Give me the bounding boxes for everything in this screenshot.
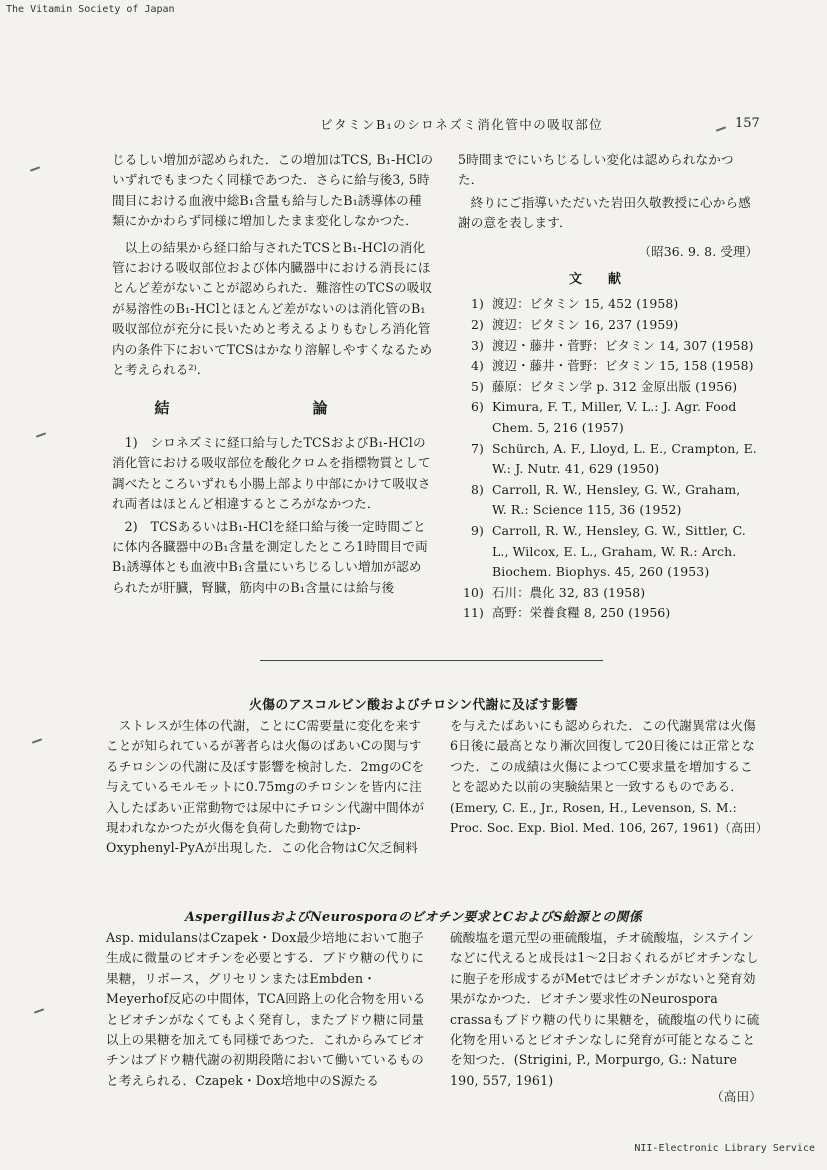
reference-text: Carroll, R. W., Hensley, G. W., Sittler, C. L., Wilcox, E. L., Graham, W. R.: Arch. Biochem. Biophys. 45, 260 (1953)	[492, 522, 746, 580]
article3-right-column	[450, 928, 762, 1108]
reference-item	[458, 521, 758, 583]
conclusion-heading: 結 論	[154, 399, 392, 418]
body-paragraph: 以上の結果から経口給与されたTCSとB₁-HClの消化管における吸収部位および体内臓器中における消長にほとんど差がないことが認められた．難溶性のTCSの吸収が易溶性のB₁-HClとほとんど差がないのは消化管のB₁吸収部位が充分に長いためと考えるよりもむしろ消化管内の条件下においてTCSはかなり溶解しやすくなるためと考えられる²⁾．	[112, 239, 433, 378]
scan-mark	[36, 432, 46, 437]
scan-mark	[34, 1008, 44, 1013]
reference-text: 藤原：ビタミン学 p. 312 金原出版 (1956)	[492, 378, 738, 394]
received-date: （昭36. 9. 8. 受理）	[638, 243, 758, 259]
article3-left-column	[106, 928, 432, 1091]
conclusion-item: 2) TCSあるいはB₁-HClを経口給与後一定時間ごとに体内各臓器中のB₁含量を測定したところ1時間目で両B₁誘導体とも血液中B₁含量にいちじるしい増加が認められたが肝臓，腎臓，筋肉中のB₁含量には給与後	[112, 518, 428, 595]
reference-text: 渡辺・藤井・菅野：ビタミン 14, 307 (1958)	[492, 337, 754, 353]
footer-service: NII-Electronic Library Service	[634, 1143, 815, 1154]
conclusion-item: 1) シロネズミに経口給与したTCSおよびB₁-HClの消化管における吸収部位を酸化クロムを指標物質として調べたところいずれも小腸上部より中部にかけて吸収され両者はほとんど相違するところがなかつた．	[112, 434, 431, 512]
page-number: 157	[735, 116, 760, 131]
reference-text: Carroll, R. W., Hensley, G. W., Graham, W. R.: Science 115, 36 (1952)	[492, 481, 741, 518]
running-title: ビタミンB₁のシロネズミ消化管中の吸収部位	[320, 117, 604, 132]
body-paragraph: じるしい増加が認められた．この増加はTCS, B₁-HClのいずれでもまつたく同様であつた．さらに給与後3, 5時間目における血液中総B₁含量も給与したB₁誘導体の種類にかかわらず同様に増加したまま変化しなかつた．	[112, 152, 434, 229]
reference-number: 4)	[470, 358, 484, 374]
article2-left-column	[106, 716, 432, 859]
reference-number: 8)	[470, 481, 484, 497]
reference-list	[458, 294, 758, 624]
body-paragraph: 硫酸塩を還元型の亜硫酸塩，チオ硫酸塩，システインなどに代えると成長は1～2日おくれるがビオチンなしに胞子を形成するがMetではビオチンがないと発育効果がなかつた．ビオチン要求性のNeurospora crassaもブドウ糖の代りに果糖を，硫酸塩の代りに硫化物を用いるとビオチンなしに発育が可能となることを知つた．(Strigini, P., Morpurgo, G.: Nature 190, 557, 1961)	[450, 930, 760, 1088]
body-paragraph: Asp. midulansはCzapek・Dox最少培地において胞子生成に微量のビオチンを必要とする．ブドウ糖の代りに果糖，リボース，グリセリンまたはEmbden・Meyerhof反応の中間体，TCA回路上の化合物を用いるとビオチンがなくてもよく発育し，またブドウ糖に同量以上の果糖を加えても同様であつた．これからみてビオチンはブドウ糖代謝の初期段階において働いているものと考えられる．Czapek・Dox培地中のS源たる	[106, 930, 426, 1088]
reference-number: 2)	[470, 317, 484, 333]
reference-number: 5)	[470, 378, 484, 394]
reference-item	[458, 603, 758, 624]
reference-number: 1)	[470, 296, 484, 312]
body-paragraph: ストレスが生体の代謝，ことにC需要量に変化を来すことが知られているが著者らは火傷のばあいCの関与するチロシンの代謝に及ぼす影響を検討した．2mgのCを与えているモルモットに0.75mgのチロシンを皆内に注入したばあい正常動物では尿中にチロシン代謝中間体が現われなかつたが火傷を負荷した動物ではp-Oxyphenyl-PyAが出現した．この化合物はC欠乏飼料	[106, 718, 425, 856]
reference-item	[458, 439, 758, 480]
article1-left-column	[112, 150, 434, 598]
reference-item	[458, 315, 758, 336]
reference-number: 10)	[462, 584, 484, 600]
reference-number: 7)	[470, 440, 484, 456]
article-separator	[260, 660, 603, 661]
body-paragraph: を与えたばあいにも認められた．この代謝異常は火傷6日後に最高となり漸次回復して20日後には正常となつた．この成績は火傷によつてC要求量を増加することを認めた以前の実験結果と一致するものである．	[450, 718, 756, 795]
reference-item	[458, 294, 758, 315]
reference-number: 11)	[462, 605, 484, 621]
reference-number: 9)	[470, 522, 484, 538]
reference-number: 3)	[470, 337, 484, 353]
reference-text: 渡辺：ビタミン 15, 452 (1958)	[492, 296, 679, 312]
reference-item	[458, 356, 758, 377]
reference-item	[458, 480, 758, 521]
references-heading: 文献	[568, 272, 647, 288]
body-paragraph: 5時間までにいちじるしい変化は認められなかつた．	[458, 152, 734, 188]
acknowledgement: 終りにご指導いただいた岩田久敬教授に心から感謝の意を表します．	[458, 194, 751, 231]
reference-text: 高野：栄養食糧 8, 250 (1956)	[492, 605, 671, 621]
article1-right-column	[458, 150, 758, 624]
article3-title: AspergillusおよびNeurosporaのビオチン要求とCおよびS給源との関係	[184, 910, 643, 925]
reference-text: 渡辺・藤井・菅野：ビタミン 15, 158 (1958)	[492, 358, 754, 374]
reference-item	[458, 336, 758, 357]
reference-number: 6)	[470, 399, 484, 415]
article2-title: 火傷のアスコルビン酸およびチロシン代謝に及ぼす影響	[248, 698, 579, 713]
reference-text: 渡辺：ビタミン 16, 237 (1959)	[492, 317, 679, 333]
citation: (Emery, C. E., Jr., Rosen, H., Levenson, S. M.: Proc. Soc. Exp. Biol. Med. 106, 267, 1961)（高田）	[450, 800, 769, 836]
reference-item	[458, 583, 758, 604]
reference-text: 石川：農化 32, 83 (1958)	[492, 584, 646, 600]
article2-right-column	[450, 716, 769, 838]
signature: （高田）	[711, 1089, 762, 1105]
society-header: The Vitamin Society of Japan	[6, 4, 175, 15]
scan-mark	[30, 166, 40, 171]
reference-item	[458, 377, 758, 398]
reference-item	[458, 397, 758, 438]
reference-text: Kimura, F. T., Miller, V. L.: J. Agr. Food Chem. 5, 216 (1957)	[492, 399, 737, 435]
reference-text: Schürch, A. F., Lloyd, L. E., Crampton, E. W.: J. Nutr. 41, 629 (1950)	[492, 440, 757, 477]
scan-mark	[32, 738, 42, 743]
scan-mark	[716, 126, 726, 131]
